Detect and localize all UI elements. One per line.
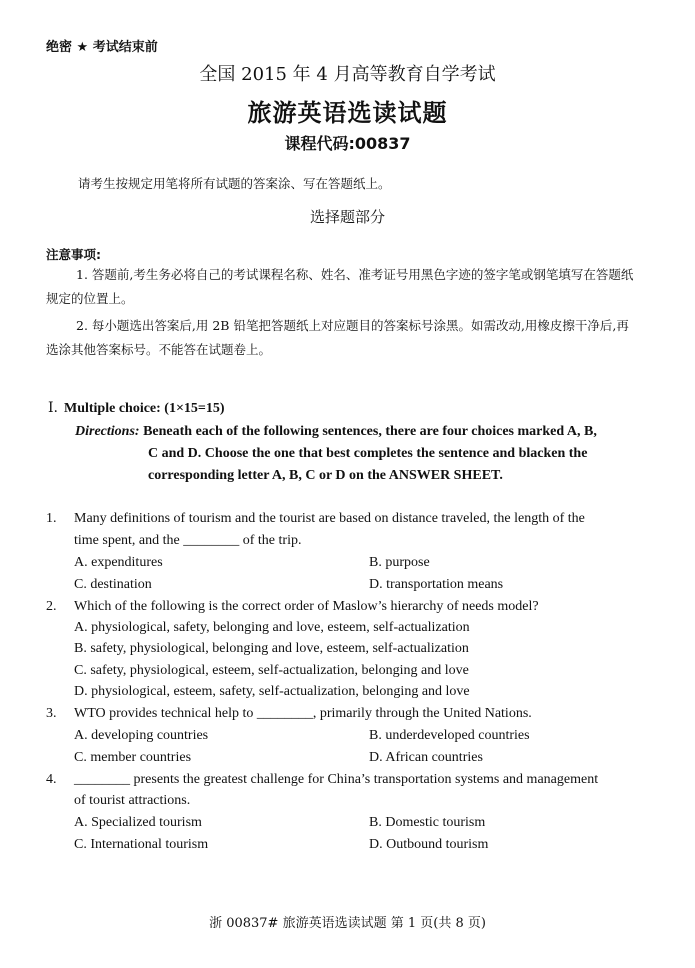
directions-label: Directions: (75, 424, 140, 439)
note-item: 1. 答题前,考生务必将自己的考试课程名称、姓名、准考证号用黑色字迹的签字笔或钢笔填写在答题纸规定的位置上。 (46, 267, 634, 306)
directions-text: Beneath each of the following sentences, there are four choices marked A, B, (143, 424, 597, 439)
question-text: of tourist attractions. (74, 793, 191, 808)
option-c: C. International tourism (74, 837, 209, 852)
directions-line: C and D. Choose the one that best completes the sentence and blacken the (148, 446, 588, 461)
option-b: B. Domestic tourism (369, 815, 486, 830)
part-title: Multiple choice: (1×15=15) (63, 401, 225, 416)
option-a: A. developing countries (74, 728, 209, 743)
answer-instruction: 请考生按规定用笔将所有试题的答案涂、写在答题纸上。 (78, 176, 391, 191)
option-d: D. African countries (369, 750, 483, 765)
option-b: B. underdeveloped countries (369, 728, 530, 743)
option-a: A. physiological, safety, belonging and love, esteem, self-actualization (74, 620, 470, 635)
question-text: ________ presents the greatest challenge for China’s transportation systems and management (74, 772, 599, 787)
part-heading (48, 400, 225, 417)
page-footer: 浙 00837# 旅游英语选读试题 第 1 页(共 8 页) (209, 916, 486, 931)
exam-title: 全国 2015 年 4 月高等教育自学考试 (199, 64, 496, 85)
option-c: C. destination (74, 577, 152, 592)
question-number: 4. (46, 772, 57, 787)
directions-line (75, 421, 597, 443)
option-c: C. safety, physiological, esteem, self-actualization, belonging and love (74, 663, 469, 678)
section-title: 选择题部分 (309, 208, 385, 226)
option-d: D. physiological, esteem, safety, self-actualization, belonging and love (74, 684, 470, 699)
note-item: 2. 每小题选出答案后,用 2B 铅笔把答题纸上对应题目的答案标号涂黑。如需改动,用橡皮擦干净后,再选涂其他答案标号。不能答在试题卷上。 (46, 318, 629, 357)
option-b: B. purpose (369, 555, 430, 570)
part-number: Ⅰ. (48, 400, 58, 416)
question-text: Many definitions of tourism and the tourist are based on distance traveled, the length of the (74, 511, 585, 526)
subject-title: 旅游英语选读试题 (247, 99, 448, 127)
question-number: 2. (46, 599, 57, 614)
directions-line: corresponding letter A, B, C or D on the ANSWER SHEET. (148, 468, 503, 483)
option-d: D. Outbound tourism (369, 837, 489, 852)
question-number: 1. (46, 511, 57, 526)
option-b: B. safety, physiological, belonging and love, esteem, self-actualization (74, 641, 469, 656)
option-c: C. member countries (74, 750, 192, 765)
question-text: Which of the following is the correct order of Maslow’s hierarchy of needs model? (74, 599, 539, 614)
secret-mark: 绝密 ★ 考试结束前 (46, 40, 158, 55)
option-d: D. transportation means (369, 577, 504, 592)
option-a: A. Specialized tourism (74, 815, 202, 830)
option-a: A. expenditures (74, 555, 163, 570)
question-number: 3. (46, 706, 57, 721)
notes-heading: 注意事项: (46, 247, 101, 262)
question-text: time spent, and the ________ of the trip. (74, 533, 302, 548)
course-code: 课程代码:00837 (284, 134, 411, 153)
question-text: WTO provides technical help to ________, primarily through the United Nations. (74, 706, 532, 721)
